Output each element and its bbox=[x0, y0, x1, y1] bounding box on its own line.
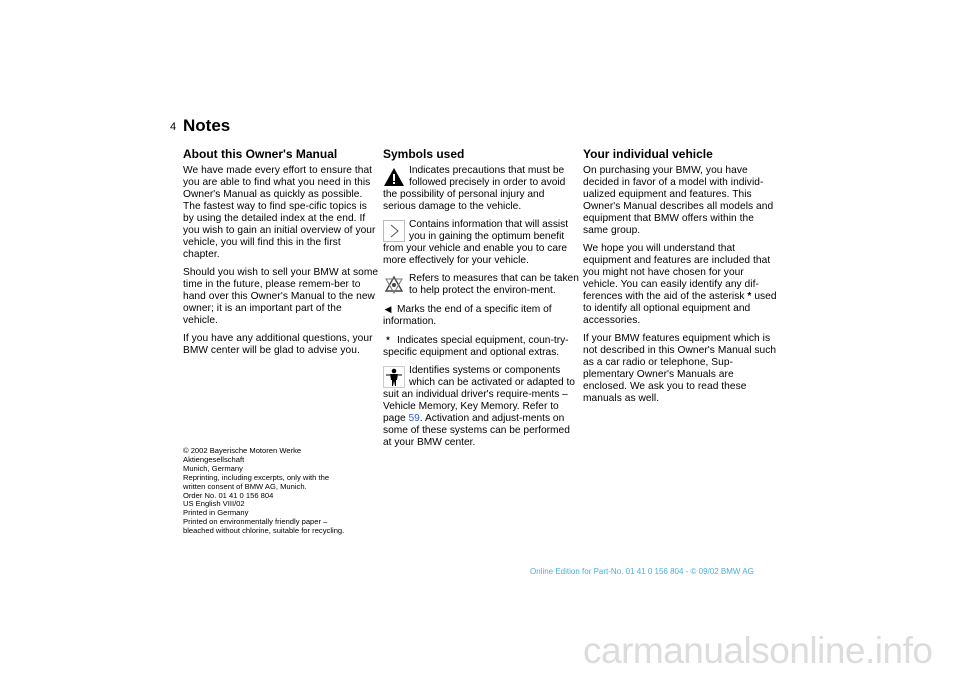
page-number: 4 bbox=[170, 121, 177, 133]
symbols-heading: Symbols used bbox=[383, 147, 465, 161]
copyright-line: Printed in Germany bbox=[183, 508, 249, 518]
paragraph-2-text: We hope you will understand that equipment and features are included that you might not have chosen for your vehicle. You can easily identify any dif-ferences with the aid of the asterisk bbox=[583, 243, 771, 302]
paragraph-2-text-end: used to identify all optional equipment and accessories. bbox=[583, 291, 777, 326]
individual-vehicle-column bbox=[583, 147, 779, 411]
about-manual-paragraph-1: We have made every effort to ensure that you are able to find what you need in this Owner's Manual as quickly as possible. The fastest way to find spe-cific topics is by using the detailed index at the end. If you wish to gain an initial overview of your vehicle, you will find this in the first chapter. bbox=[183, 165, 376, 260]
copyright-line: Aktiengesellschaft bbox=[183, 454, 245, 464]
copyright-line: © 2002 Bayerische Motoren Werke bbox=[183, 446, 302, 455]
copyright-line: bleached without chlorine, suitable for recycling. bbox=[183, 526, 345, 536]
individual-vehicle-paragraph-2 bbox=[583, 243, 779, 327]
symbol-personal-text: Identifies systems or components which can be activated or adapted to suit an individual driver's require-ments – Vehicle Memory, Key Memory. Refer to page bbox=[383, 365, 575, 424]
individual-vehicle-heading: Your individual vehicle bbox=[583, 147, 713, 161]
symbol-warning-text: Indicates precautions that must be followed precisely in order to avoid the possibility of personal injury and serious damage to the vehicle. bbox=[383, 165, 566, 212]
about-manual-heading: About this Owner's Manual bbox=[183, 147, 338, 161]
symbol-end-marker bbox=[383, 303, 579, 328]
symbol-optional bbox=[383, 334, 579, 359]
about-manual-paragraph-3: If you have any additional questions, your BMW center will be glad to advise you. bbox=[183, 333, 373, 356]
page-title: Notes bbox=[183, 116, 231, 135]
copyright-line: Order No. 01 41 0 156 804 bbox=[183, 490, 274, 500]
individual-vehicle-paragraph-1: On purchasing your BMW, you have decided in favor of a model with individ-ualized equipment and features. This Owner's Manual describes all models and equipment that BMW offers within the same group. bbox=[583, 165, 774, 236]
symbol-info-text: Contains information that will assist you in gaining the optimum benefit from your vehicle and enable you to care more effectively for your vehicle. bbox=[383, 219, 569, 266]
page-reference-link[interactable]: 59 bbox=[408, 413, 420, 424]
symbol-warning bbox=[383, 165, 579, 213]
recycle-icon bbox=[383, 274, 405, 296]
copyright-line: Printed on environmentally friendly paper – bbox=[183, 517, 328, 527]
warning-triangle-icon bbox=[383, 166, 405, 188]
symbol-environment-text: Refers to measures that can be taken to help protect the environ-ment. bbox=[409, 273, 579, 296]
symbol-personal-text-end: . Activation and adjust-ments on some of these systems can be performed at your BMW center. bbox=[383, 413, 570, 448]
copyright-block bbox=[183, 447, 383, 536]
copyright-line: Munich, Germany bbox=[183, 463, 243, 473]
copyright-line: Reprinting, including excerpts, only with the bbox=[183, 472, 330, 482]
about-manual-column bbox=[183, 147, 379, 363]
copyright-line: US English VIII/02 bbox=[183, 499, 245, 509]
asterisk-icon: * bbox=[747, 291, 752, 302]
symbol-personal bbox=[383, 365, 579, 449]
copyright-line: written consent of BMW AG, Munich. bbox=[183, 481, 307, 491]
symbol-environment bbox=[383, 273, 579, 297]
individual-vehicle-paragraph-3: If your BMW features equipment which is not described in this Owner's Manual such as a car radio or telephone, Sup-plementary Owner's Manuals are enclosed. We ask you to read these manuals as well. bbox=[583, 333, 777, 404]
symbol-optional-text: Indicates special equipment, coun-try-specific equipment and optional extras. bbox=[383, 335, 569, 358]
asterisk-icon: * bbox=[386, 335, 390, 345]
symbols-column bbox=[383, 147, 579, 455]
about-manual-paragraph-2: Should you wish to sell your BMW at some time in the future, please remem-ber to hand over this Owner's Manual to the new owner; it is an important part of the vehicle. bbox=[183, 267, 379, 326]
symbol-end-marker-text: Marks the end of a specific item of information. bbox=[383, 304, 552, 327]
symbol-info bbox=[383, 219, 579, 267]
end-marker-icon: ◀ bbox=[384, 304, 392, 314]
online-edition-footer: Online Edition for Part-No. 01 41 0 156 804 - © 09/02 BMW AG bbox=[530, 567, 754, 576]
person-icon bbox=[383, 366, 405, 388]
info-arrow-icon bbox=[383, 220, 405, 242]
site-watermark: carmanualsonline.info bbox=[583, 630, 933, 671]
